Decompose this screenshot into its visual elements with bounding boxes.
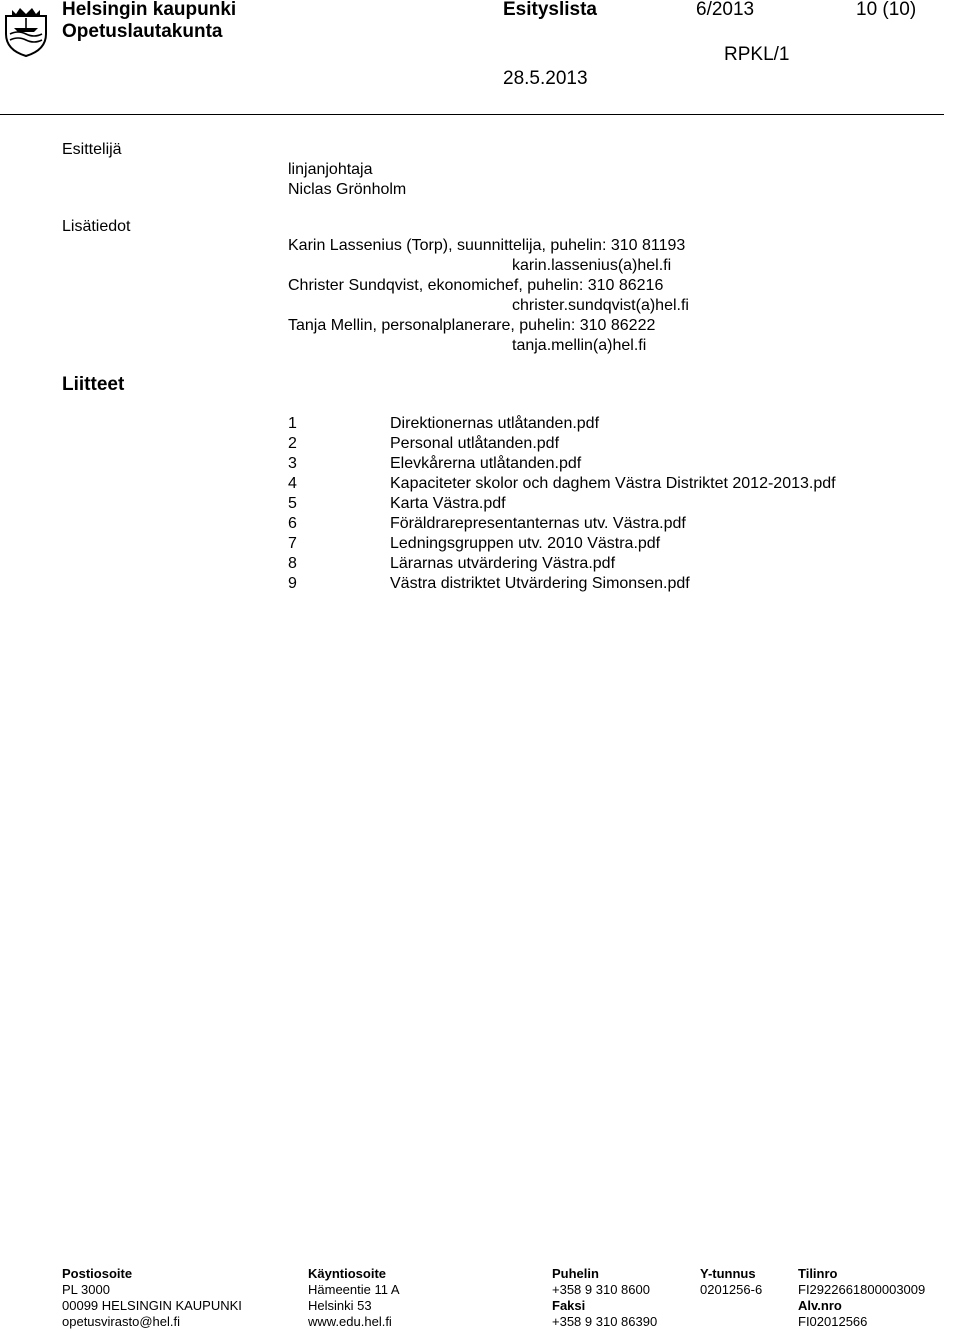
- contact-line: Karin Lassenius (Torp), suunnittelija, puhelin: 310 81193: [288, 237, 686, 254]
- contact-email: christer.sundqvist(a)hel.fi: [512, 297, 689, 314]
- footer-website: www.edu.hel.fi: [308, 1314, 392, 1329]
- header-divider: [0, 114, 944, 115]
- helsinki-crest-logo: [2, 4, 50, 58]
- footer-account: FI2922661800003009: [798, 1282, 926, 1297]
- attachment-name: Västra distriktet Utvärdering Simonsen.pdf: [390, 575, 690, 592]
- presenter-label: Esittelijä: [62, 141, 122, 158]
- organization-name: Helsingin kaupunki: [62, 0, 237, 20]
- footer-postal-heading: Postiosoite: [62, 1266, 133, 1281]
- footer-vat: FI02012566: [798, 1314, 868, 1329]
- attachment-name: Personal utlåtanden.pdf: [390, 435, 560, 452]
- attachment-name: Direktionernas utlåtanden.pdf: [390, 415, 600, 432]
- attachment-number: 8: [288, 555, 297, 572]
- footer-email: opetusvirasto@hel.fi: [62, 1314, 180, 1329]
- presenter-title: linjanjohtaja: [288, 161, 373, 178]
- attachment-name: Kapaciteter skolor och daghem Västra Distriktet 2012-2013.pdf: [390, 475, 836, 492]
- attachment-number: 3: [288, 455, 297, 472]
- attachment-name: Föräldrarepresentanternas utv. Västra.pdf: [390, 515, 686, 532]
- attachment-number: 9: [288, 575, 297, 592]
- contact-line: Tanja Mellin, personalplanerare, puhelin: 310 86222: [288, 317, 656, 334]
- contact-email: tanja.mellin(a)hel.fi: [512, 337, 647, 354]
- attachment-number: 4: [288, 475, 297, 492]
- footer-postal-city: 00099 HELSINGIN KAUPUNKI: [62, 1298, 242, 1313]
- issue-number: 6/2013: [696, 0, 755, 20]
- footer-phone-heading: Puhelin: [552, 1266, 599, 1281]
- footer-fax: +358 9 310 86390: [552, 1314, 658, 1329]
- contact-line: Christer Sundqvist, ekonomichef, puhelin: 310 86216: [288, 277, 664, 294]
- attachment-number: 7: [288, 535, 297, 552]
- attachment-name: Elevkårerna utlåtanden.pdf: [390, 455, 582, 472]
- contact-email: karin.lassenius(a)hel.fi: [512, 257, 672, 274]
- document-date: 28.5.2013: [503, 68, 588, 89]
- document-type: Esityslista: [503, 0, 597, 20]
- footer-fax-heading: Faksi: [552, 1298, 586, 1313]
- footer-postal-box: PL 3000: [62, 1282, 110, 1297]
- section-code: RPKL/1: [724, 44, 790, 65]
- presenter-name: Niclas Grönholm: [288, 181, 407, 198]
- footer-visiting-heading: Käyntiosoite: [308, 1266, 387, 1281]
- footer-account-heading: Tilinro: [798, 1266, 838, 1281]
- footer-vat-heading: Alv.nro: [798, 1298, 842, 1313]
- attachment-name: Lärarnas utvärdering Västra.pdf: [390, 555, 616, 572]
- footer-visiting-city: Helsinki 53: [308, 1298, 372, 1313]
- footer-business-id-heading: Y-tunnus: [700, 1266, 756, 1281]
- attachment-number: 5: [288, 495, 297, 512]
- attachment-number: 6: [288, 515, 297, 532]
- footer-visiting-street: Hämeentie 11 A: [308, 1282, 400, 1297]
- attachment-name: Karta Västra.pdf: [390, 495, 506, 512]
- footer-phone: +358 9 310 8600: [552, 1282, 650, 1297]
- organization-unit: Opetuslautakunta: [62, 21, 223, 42]
- attachment-number: 1: [288, 415, 297, 432]
- additional-info-label: Lisätiedot: [62, 218, 131, 235]
- attachment-number: 2: [288, 435, 297, 452]
- attachment-name: Ledningsgruppen utv. 2010 Västra.pdf: [390, 535, 661, 552]
- attachments-label: Liitteet: [62, 374, 125, 395]
- page-number: 10 (10): [856, 0, 917, 20]
- footer-business-id: 0201256-6: [700, 1282, 763, 1297]
